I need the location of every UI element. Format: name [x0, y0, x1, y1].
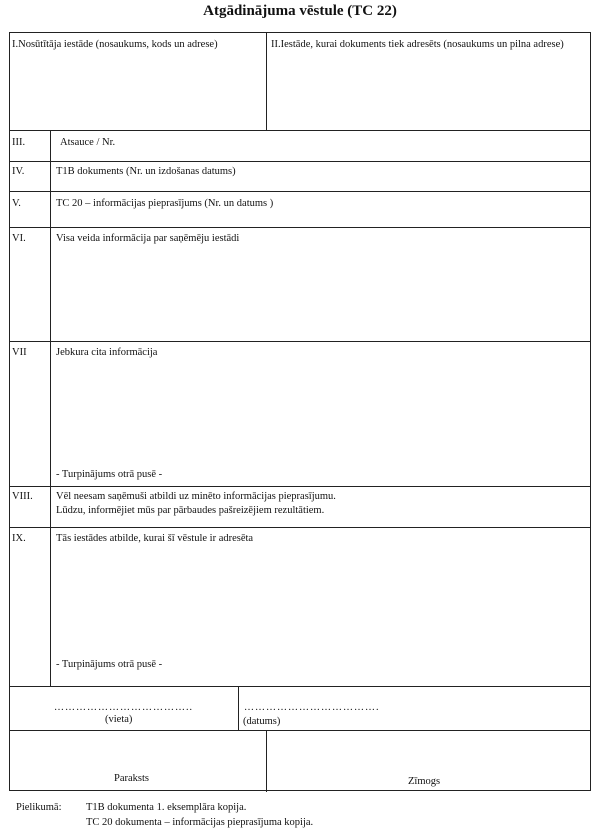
tc20-request-label: TC 20 – informācijas pieprasījums (Nr. un datums ): [56, 198, 274, 209]
annex-label: Pielikumā:: [16, 802, 62, 813]
row-number: VII: [12, 347, 27, 358]
divider: [10, 341, 590, 342]
reminder-form: [9, 32, 591, 791]
divider: [10, 730, 590, 731]
addressee-reply-label: Tās iestādes atbilde, kurai šī vēstule ir adresēta: [56, 533, 254, 544]
divider: [10, 527, 590, 528]
annex-item: TC 20 dokumenta – informācijas pieprasījuma kopija.: [86, 817, 314, 828]
row-number: VIII.: [12, 491, 33, 502]
signature-field[interactable]: Paraksts: [114, 773, 149, 784]
stamp-field[interactable]: Zīmogs: [408, 776, 441, 787]
place-dotted-line[interactable]: ………………………………..: [54, 702, 193, 713]
row-number: VI.: [12, 233, 26, 244]
recipient-info-label: Visa veida informācija par saņēmēju iestādi: [56, 233, 240, 244]
no-reply-statement: Vēl neesam saņēmuši atbildi uz minēto informācijas pieprasījumu.: [56, 491, 336, 502]
other-info-label: Jebkura cita informācija: [56, 347, 158, 358]
divider: [238, 686, 239, 730]
row-number: III.: [12, 137, 26, 148]
form-title: Atgādinājuma vēstule (TC 22): [203, 3, 397, 19]
divider: [10, 161, 590, 162]
date-label: (datums): [243, 716, 281, 727]
divider: [50, 130, 51, 686]
annex-item: T1B dokumenta 1. eksemplāra kopija.: [86, 802, 247, 813]
results-request-statement: Lūdzu, informējiet mūs par pārbaudes pašreizējiem rezultātiem.: [56, 505, 325, 516]
divider: [10, 227, 590, 228]
divider: [10, 486, 590, 487]
divider: [10, 130, 590, 131]
addressee-institution-label: II.Iestāde, kurai dokuments tiek adresēts (nosaukums un pilna adrese): [271, 39, 564, 50]
row-number: IV.: [12, 166, 25, 177]
divider: [10, 686, 590, 687]
row-number: V.: [12, 198, 21, 209]
row-number: IX.: [12, 533, 26, 544]
t1b-document-label: T1B dokuments (Nr. un izdošanas datums): [56, 166, 236, 177]
divider: [266, 33, 267, 130]
continued-note: - Turpinājums otrā pusē -: [56, 659, 163, 670]
place-label: (vieta): [105, 714, 133, 725]
date-dotted-line[interactable]: ……………………………….: [244, 702, 380, 713]
divider: [10, 191, 590, 192]
reference-label: Atsauce / Nr.: [60, 137, 116, 148]
sender-institution-label: I.Nosūtītāja iestāde (nosaukums, kods un adrese): [12, 39, 218, 50]
continued-note: - Turpinājums otrā pusē -: [56, 469, 163, 480]
divider: [266, 730, 267, 792]
